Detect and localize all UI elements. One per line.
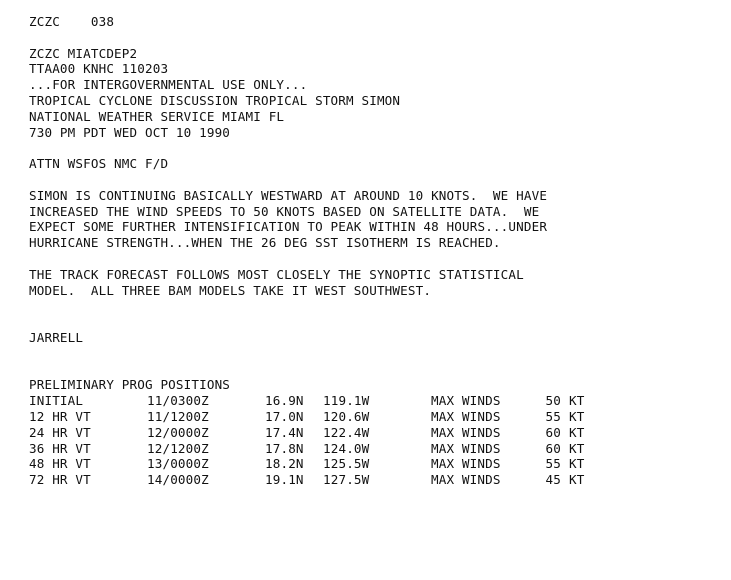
prog-unit-cell: KT: [569, 472, 585, 488]
table-row: [29, 441, 599, 457]
prog-speed-cell: 55: [545, 408, 561, 424]
prog-lon-cell: 122.4W: [323, 424, 370, 440]
prog-speed-cell: 60: [545, 424, 561, 440]
header-line-3: TTAA00 KNHC 110203: [29, 61, 169, 77]
prog-speed-cell: 45: [545, 472, 561, 488]
prog-speed-cell: 55: [545, 456, 561, 472]
prog-unit-cell: KT: [569, 424, 585, 440]
paragraph-line: SIMON IS CONTINUING BASICALLY WESTWARD AT AROUND 10 KNOTS. WE HAVE: [29, 187, 548, 203]
prog-unit-cell: KT: [569, 440, 585, 456]
header-line-4: ...FOR INTERGOVERNMENTAL USE ONLY...: [29, 77, 308, 93]
paragraph-line: HURRICANE STRENGTH...WHEN THE 26 DEG SST ISOTHERM IS REACHED.: [29, 235, 501, 251]
paragraph-discussion: [29, 188, 719, 251]
prog-label-cell: 48 HR VT: [29, 456, 91, 472]
prog-unit-cell: KT: [569, 408, 585, 424]
header-line-1: ZCZC 038: [29, 14, 115, 29]
header-line-6: NATIONAL WEATHER SERVICE MIAMI FL: [29, 108, 285, 124]
prog-time-cell: 11/0300Z: [147, 393, 209, 409]
header-line-5: TROPICAL CYCLONE DISCUSSION TROPICAL STORM SIMON: [29, 92, 401, 108]
prog-time-cell: 13/0000Z: [147, 456, 209, 472]
paragraph-line: THE TRACK FORECAST FOLLOWS MOST CLOSELY THE SYNOPTIC STATISTICAL: [29, 266, 524, 282]
table-row: [29, 456, 599, 472]
prog-speed-cell: 60: [545, 440, 561, 456]
prog-label-cell: 24 HR VT: [29, 424, 91, 440]
forecaster-signature: JARRELL: [29, 329, 84, 345]
prog-positions-table: [29, 393, 599, 488]
paragraph-line: MODEL. ALL THREE BAM MODELS TAKE IT WEST SOUTHWEST.: [29, 282, 432, 298]
prog-label-cell: 72 HR VT: [29, 472, 91, 488]
prog-label-cell: 36 HR VT: [29, 440, 91, 456]
discussion-document: [29, 14, 719, 488]
prog-lon-cell: 120.6W: [323, 408, 370, 424]
header-line-7: 730 PM PDT WED OCT 10 1990: [29, 124, 231, 140]
prog-time-cell: 12/0000Z: [147, 424, 209, 440]
prog-lat-cell: 18.2N: [265, 456, 304, 472]
prog-time-cell: 14/0000Z: [147, 472, 209, 488]
attn-line: ATTN WSFOS NMC F/D: [29, 156, 169, 172]
table-row: [29, 472, 599, 488]
prog-maxwinds-cell: MAX WINDS: [431, 440, 501, 456]
prog-time-cell: 11/1200Z: [147, 408, 209, 424]
prog-lon-cell: 125.5W: [323, 456, 370, 472]
table-row: [29, 393, 599, 409]
prog-positions-title: PRELIMINARY PROG POSITIONS: [29, 377, 231, 393]
table-row: [29, 425, 599, 441]
prog-lat-cell: 16.9N: [265, 393, 304, 409]
prog-maxwinds-cell: MAX WINDS: [431, 424, 501, 440]
table-row: [29, 409, 599, 425]
prog-lon-cell: 127.5W: [323, 472, 370, 488]
header-line-2: ZCZC MIATCDEP2: [29, 45, 138, 61]
prog-lat-cell: 17.8N: [265, 440, 304, 456]
prog-label-cell: INITIAL: [29, 393, 84, 409]
paragraph-track-forecast: [29, 267, 719, 299]
prog-unit-cell: KT: [569, 456, 585, 472]
paragraph-line: EXPECT SOME FURTHER INTENSIFICATION TO PEAK WITHIN 48 HOURS...UNDER: [29, 219, 548, 235]
prog-maxwinds-cell: MAX WINDS: [431, 393, 501, 409]
prog-lat-cell: 19.1N: [265, 472, 304, 488]
prog-lat-cell: 17.0N: [265, 408, 304, 424]
prog-unit-cell: KT: [569, 393, 585, 409]
prog-maxwinds-cell: MAX WINDS: [431, 456, 501, 472]
prog-speed-cell: 50: [545, 393, 561, 409]
prog-lat-cell: 17.4N: [265, 424, 304, 440]
prog-time-cell: 12/1200Z: [147, 440, 209, 456]
prog-maxwinds-cell: MAX WINDS: [431, 408, 501, 424]
prog-lon-cell: 124.0W: [323, 440, 370, 456]
prog-lon-cell: 119.1W: [323, 393, 370, 409]
prog-maxwinds-cell: MAX WINDS: [431, 472, 501, 488]
prog-label-cell: 12 HR VT: [29, 408, 91, 424]
paragraph-line: INCREASED THE WIND SPEEDS TO 50 KNOTS BASED ON SATELLITE DATA. WE: [29, 203, 540, 219]
